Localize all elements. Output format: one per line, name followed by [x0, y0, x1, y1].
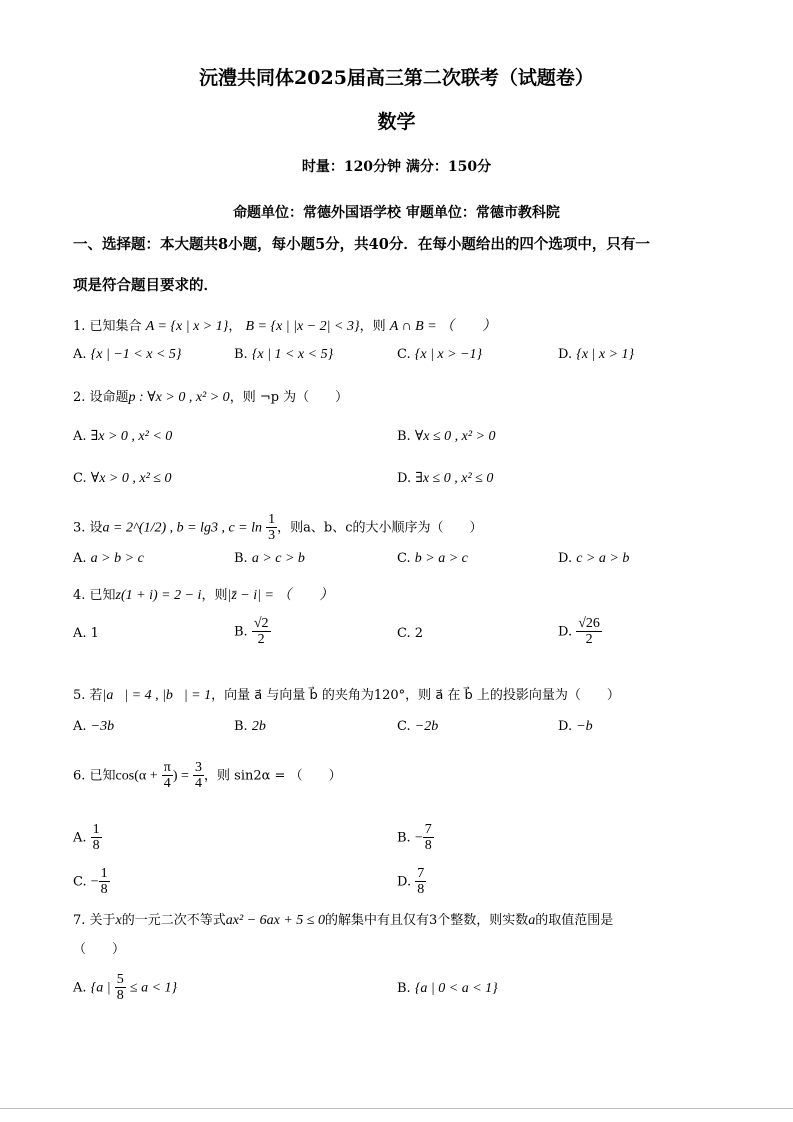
- q3-option-d: D. c > a > b: [558, 551, 630, 566]
- question-6: 6. 已知cos(α + $\frac{\pi}{4}$ ) = $\frac{3}{4}$ ，则 sin2α = （ ）: [73, 760, 342, 792]
- question-1: 1. 已知集合 A = {x | x > 1}， B = {x | |x − 2| < 3}，则 A ∩ B = （ ）: [73, 319, 497, 334]
- q1-option-c: C. {x | x > −1}: [397, 347, 483, 362]
- q6-option-b: B. − $\frac{7}{8}$: [397, 822, 432, 854]
- q1-ask: A ∩ B = （ ）: [389, 319, 497, 334]
- q6-option-d: D. $\frac{7}{8}$: [397, 866, 425, 898]
- q5-expression: |a⃗| = 4 , |b⃗| = 1: [102, 688, 212, 703]
- q7-option-b: B. {a | 0 < a < 1}: [397, 981, 498, 996]
- q2-proposition: p : ∀x > 0 , x² > 0: [128, 390, 230, 405]
- q5-option-d: D. −b⃗: [558, 719, 604, 734]
- question-2: 2. 设命题p : ∀x > 0 , x² > 0，则 ¬p 为（ ）: [73, 390, 349, 405]
- q7-inequality: ax² − 6ax + 5 ≤ 0: [225, 913, 325, 928]
- question-5: 5. 若|a⃗| = 4 , |b⃗| = 1，向量 a⃗ 与向量 b⃗ 的夹角为120°，则 a⃗ 在 b⃗ 上的投影向量为（ ）: [73, 688, 620, 703]
- section-heading-line2: 项是符合题目要求的．: [73, 277, 218, 294]
- q3-option-a: A. a > b > c: [73, 551, 144, 566]
- q2-option-b: B. ∀x ≤ 0 , x² > 0: [397, 429, 496, 444]
- question-3: 3. 设a = 2^(1/2) , b = lg3 , c = ln $\frac{1}{3}$ ，则a、b、c的大小顺序为（ ）: [73, 512, 483, 544]
- q4-option-b: B. $\frac{√2}{2}$: [234, 616, 269, 648]
- exam-title: 沅澧共同体2025届高三第二次联考（试题卷）: [199, 67, 594, 89]
- q3-expression: a = 2^(1/2) , b = lg3 , c = ln: [102, 520, 263, 536]
- q4-ask: |z̄ − i| = （ ）: [227, 588, 334, 603]
- q3-option-b: B. a > c > b: [234, 551, 305, 566]
- q6-option-a: A. $\frac{1}{8}$: [73, 822, 100, 854]
- q4-expression: z(1 + i) = 2 − i: [115, 588, 202, 603]
- q7-option-a: A. {a | $\frac{5}{8}$ ≤ a < 1}: [73, 972, 178, 1004]
- question-4: 4. 已知z(1 + i) = 2 − i，则|z̄ − i| = （ ）: [73, 588, 334, 603]
- question-7: 7. 关于x的一元二次不等式ax² − 6ax + 5 ≤ 0的解集中有且仅有3个整数，则实数a的取值范围是: [73, 913, 614, 928]
- q1-option-a: A. {x | −1 < x < 5}: [73, 347, 182, 362]
- page-bottom-divider: [0, 1108, 793, 1109]
- q5-option-b: B. 2b⃗: [234, 719, 277, 734]
- q2-option-d: D. ∃x ≤ 0 , x² ≤ 0: [397, 471, 494, 486]
- q1-set-a: A = {x | x > 1}: [145, 319, 229, 334]
- section-heading-line1: 一、选择题：本大题共8小题，每小题5分，共40分．在每小题给出的四个选项中，只有一: [73, 236, 650, 253]
- q1-option-b: B. {x | 1 < x < 5}: [234, 347, 334, 362]
- q5-option-a: A. −3b⃗: [73, 719, 126, 734]
- q1-option-d: D. {x | x > 1}: [558, 347, 635, 362]
- q2-option-c: C. ∀x > 0 , x² ≤ 0: [73, 471, 172, 486]
- question-7-line2: （ ）: [73, 942, 126, 957]
- q1-set-b: B = {x | |x − 2| < 3}: [245, 319, 360, 334]
- q4-option-a: A. 1: [73, 626, 99, 641]
- q4-option-c: C. 2: [397, 626, 424, 641]
- q3-option-c: C. b > a > c: [397, 551, 468, 566]
- q6-option-c: C. − $\frac{1}{8}$: [73, 866, 108, 898]
- q4-option-d: D. $\frac{√26}{2}$: [558, 616, 600, 648]
- subject-title: 数学: [377, 111, 416, 133]
- author-units: 命题单位：常德外国语学校 审题单位：常德市教科院: [233, 205, 560, 221]
- q2-option-a: A. ∃x > 0 , x² < 0: [73, 429, 173, 444]
- q1-prefix: 1. 已知集合: [73, 319, 142, 334]
- time-info: 时量：120分钟 满分：150分: [301, 159, 492, 175]
- q5-option-c: C. −2b⃗: [397, 719, 450, 734]
- q1-then: ，则: [359, 319, 386, 334]
